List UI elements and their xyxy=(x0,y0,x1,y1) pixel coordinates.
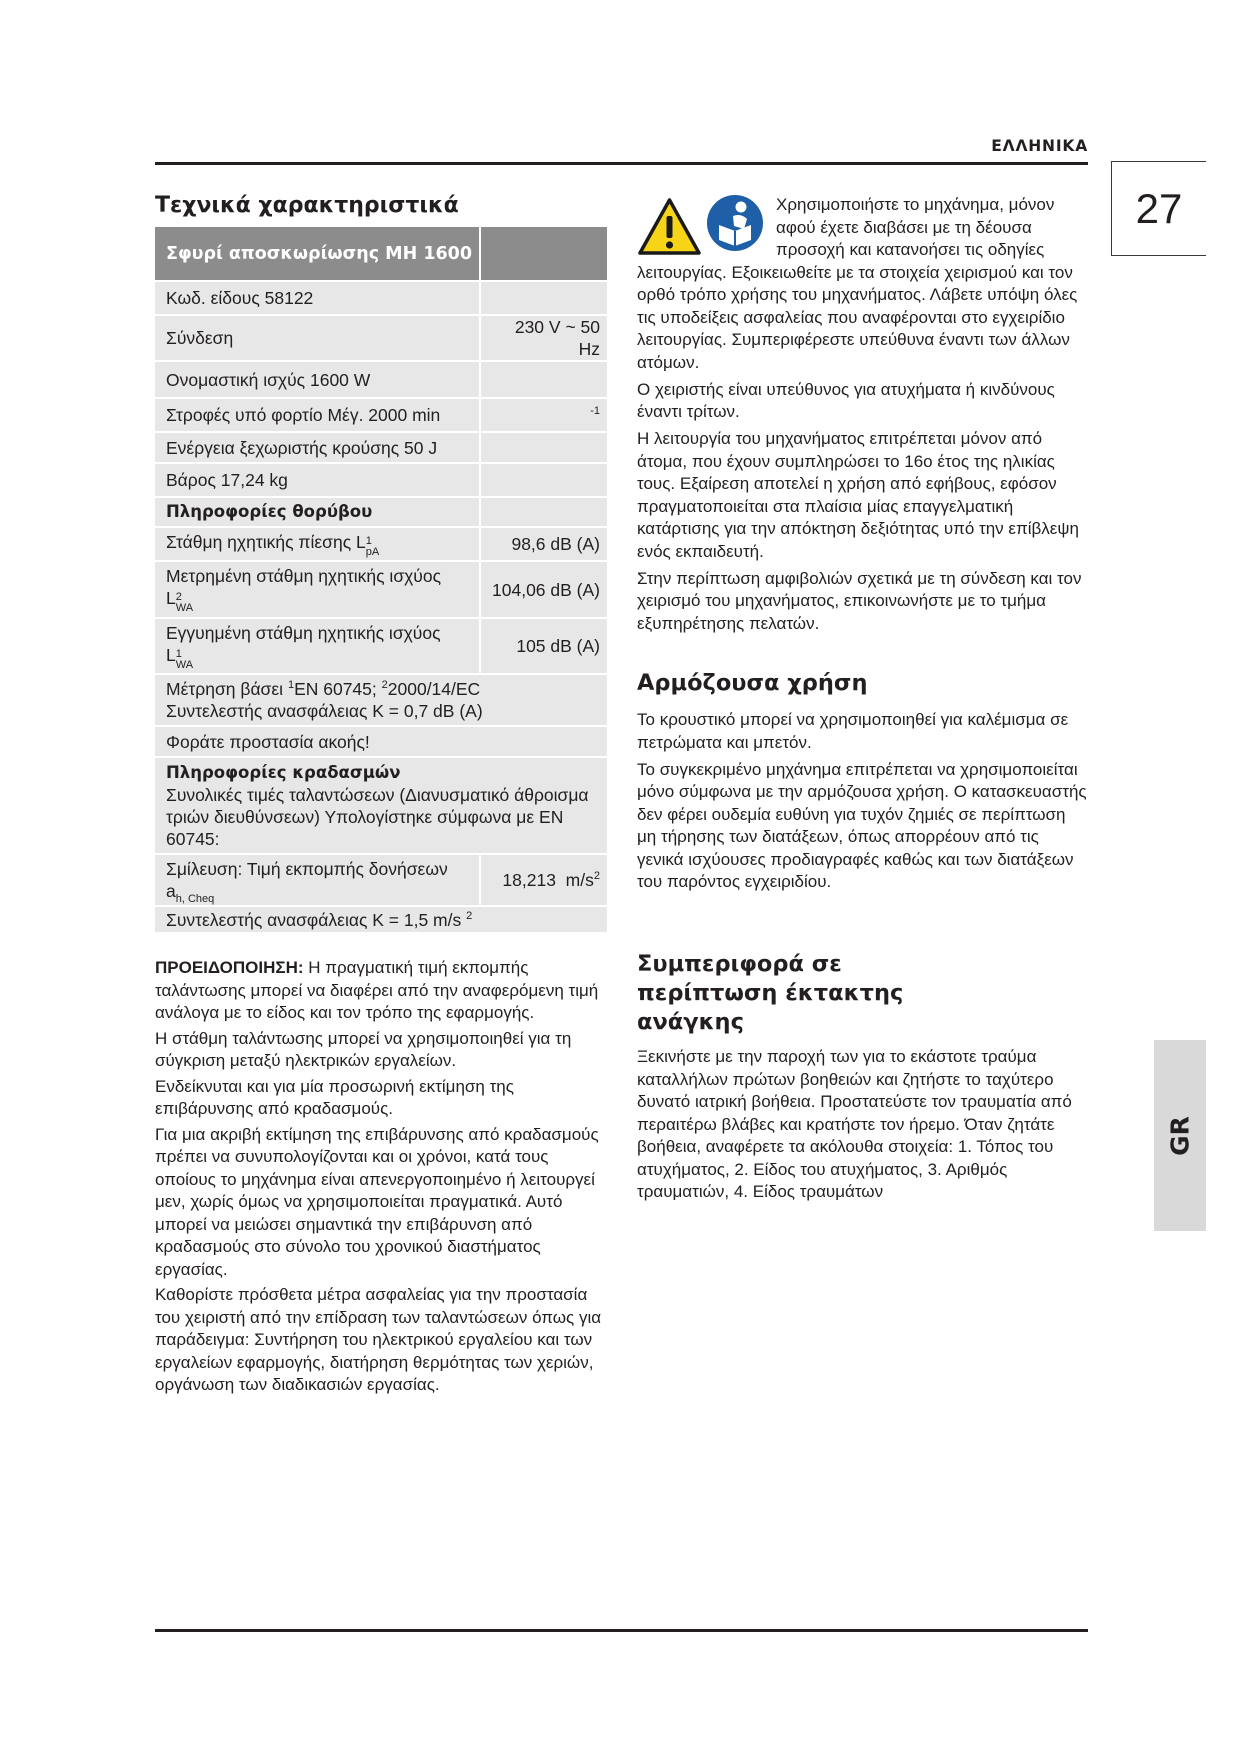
safety-icons xyxy=(637,194,776,260)
connection-value: 230 V ~ 50 Hz xyxy=(480,315,607,361)
table-cell xyxy=(480,463,607,497)
noise-uncertainty: Συντελεστής ανασφάλειας K = 0,7 dB (A) xyxy=(166,701,483,721)
page-number-box xyxy=(1111,161,1206,256)
warning-triangle-icon xyxy=(640,200,699,253)
warning-paragraph: Για μια ακριβή εκτίμηση της επιβάρυνσης από κραδασμούς πρέπει να συνυπολογίζονται και οι χρόνοι, κατά τους οποίους το μηχάνημα είναι απενεργοποιημένο ή λειτουργεί μεν, χωρίς όμως να χρησιμοποιείται πραγματικά. Αυτό μπορεί να μειώσει σημαντικά την επιβάρυνση από κραδασμούς στο σύνολο του χρονικού διαστήματος εργασίας. xyxy=(155,1124,599,1279)
vibration-uncertainty-sup: 2 xyxy=(466,909,473,922)
table-row xyxy=(155,361,607,398)
measurement-sup-2: 2 xyxy=(381,679,388,691)
chiselling-value-cell xyxy=(480,854,607,906)
intended-use-section xyxy=(637,669,1088,898)
table-row xyxy=(155,674,607,726)
table-row xyxy=(155,561,607,618)
guaranteed-power-label-cell xyxy=(155,618,480,674)
warning-label: ΠΡΟΕΙΔΟΠΟΙΗΣΗ: xyxy=(155,958,304,977)
measurement-prefix: Μέτρηση βάσει xyxy=(166,679,284,699)
measured-power-sup: 2 xyxy=(175,591,182,603)
table-row xyxy=(155,906,607,933)
safety-paragraph: Ο χειριστής είναι υπεύθυνος για ατυχήματα ή κινδύνους έναντι τρίτων. xyxy=(637,379,1055,421)
sound-pressure-indices xyxy=(366,536,379,558)
table-row xyxy=(155,527,607,561)
intended-use-heading: Αρμόζουσα χρήση xyxy=(637,670,868,696)
country-tab xyxy=(1154,1040,1206,1231)
speed-unit-exponent: -1 xyxy=(590,404,600,417)
sound-pressure-label: Στάθμη ηχητικής πίεσης xyxy=(166,531,352,552)
noise-heading: Πληροφορίες θορύβου xyxy=(155,497,480,527)
vibration-intro: Συνολικές τιμές ταλαντώσεων (Διανυσματικό άθροισμα τριών διευθύνσεων) Υπολογίστηκε σύμφωνα με EN 60745: xyxy=(166,784,589,849)
sound-pressure-symbol: L xyxy=(356,531,366,552)
table-row xyxy=(155,432,607,463)
measured-power-label-cell xyxy=(155,561,480,618)
language-label: ΕΛΛΗΝΙΚΑ xyxy=(991,137,1088,155)
measured-power-sub: WA xyxy=(175,602,194,614)
intended-use-paragraph: Το συγκεκριμένο μηχάνημα επιτρέπεται να χρησιμοποιείται μόνο σύμφωνα με την αρμόζουσα χρήση. Ο κατασκευαστής δεν φέρει ουδεμία ευθύνη για τυχόν ζημιές σε περίπτωση μη τήρησης των διατάξεων, όπως απορρέουν από τις γενικά ισχύουσες προδιαγραφές καθώς και των διατάξεων του παρόντος εγχειριδίου. xyxy=(637,759,1087,891)
guaranteed-power-sub: WA xyxy=(175,658,194,671)
table-row xyxy=(155,618,607,674)
table-row xyxy=(155,398,607,432)
warning-paragraph xyxy=(155,957,607,1025)
emergency-section xyxy=(637,950,1088,1208)
chiselling-unit-sup: 2 xyxy=(593,870,600,882)
table-row xyxy=(155,497,607,527)
impact-energy: Ενέργεια ξεχωριστής κρούσης 50 J xyxy=(155,432,480,463)
emergency-heading: Συμπεριφορά σε περίπτωση έκτακτης ανάγκης xyxy=(637,951,904,1035)
table-cell xyxy=(480,432,607,463)
measured-power-indices xyxy=(176,592,193,614)
table-row xyxy=(155,315,607,361)
sound-pressure-sub: pA xyxy=(365,545,380,558)
bottom-rule xyxy=(155,1629,1088,1632)
table-row xyxy=(155,281,607,315)
specs-title: Τεχνικά χαρακτηριστικά xyxy=(155,193,459,218)
table-row xyxy=(155,757,607,854)
table-cell xyxy=(480,497,607,527)
guaranteed-power-sup: 1 xyxy=(175,647,182,660)
vibration-uncertainty-cell xyxy=(155,906,607,933)
measurement-standard-2: 2000/14/EC xyxy=(387,679,481,699)
weight: Βάρος 17,24 kg xyxy=(155,463,480,497)
chiselling-symbol: a xyxy=(166,881,176,901)
warning-paragraph: Η στάθμη ταλάντωσης μπορεί να χρησιμοποιηθεί για τη σύγκριση μεταξύ ηλεκτρικών εργαλείων. xyxy=(155,1028,572,1070)
top-rule xyxy=(155,162,1088,165)
vibration-warning xyxy=(155,957,607,1400)
measured-power-value: 104,06 dB (A) xyxy=(480,561,607,618)
read-manual-icon xyxy=(707,195,763,251)
guaranteed-power-symbol: L xyxy=(166,644,176,665)
measured-power-label: Μετρημένη στάθμη ηχητικής ισχύος xyxy=(166,566,442,586)
speed-label: Στροφές υπό φορτίο Μέγ. 2000 min xyxy=(155,398,480,432)
table-row xyxy=(155,463,607,497)
specs-table xyxy=(155,227,607,934)
vibration-uncertainty: Συντελεστής ανασφάλειας K = 1,5 m/s xyxy=(166,909,462,930)
table-title: Σφυρί αποσκωρίωσης MH 1600 xyxy=(155,227,480,281)
guaranteed-power-indices xyxy=(176,649,193,671)
table-row xyxy=(155,854,607,906)
rated-power: Ονομαστική ισχύς 1600 W xyxy=(155,361,480,398)
warning-text: Η πραγματική τιμή εκπομπής ταλάντωσης μπορεί να διαφέρει από την αναφερόμενη τιμή ανάλογα με το είδος και τον τρόπο της εφαρμογής. xyxy=(155,958,599,1022)
country-code: GR xyxy=(1165,1115,1195,1156)
chiselling-value: 18,213 xyxy=(502,870,556,890)
safety-paragraph: Η λειτουργία του μηχανήματος επιτρέπεται μόνον από άτομα, που έχουν συμπληρώσει το 16ο έτος της ηλικίας τους. Εξαίρεση αποτελεί η χρήση από εφήβους, εφόσον πραγματοποιείται στα πλαίσια μίας επαγγελματική κατάρτισης για την απόκτηση δεξιότητας υπό την επίβλεψη ενός εκπαιδευτή. xyxy=(637,429,1079,561)
table-row xyxy=(155,726,607,757)
sound-pressure-sup: 1 xyxy=(365,534,372,547)
chiselling-sub: h, Cheq xyxy=(175,893,215,905)
sound-pressure-value: 98,6 dB (A) xyxy=(480,527,607,561)
safety-paragraph: Στην περίπτωση αμφιβολιών σχετικά με τη σύνδεση και τον χειρισμό του μηχανήματος, επικοινωνήστε με το τμήμα εξυπηρέτησης πελατών. xyxy=(637,568,1082,633)
guaranteed-power-value: 105 dB (A) xyxy=(480,618,607,674)
chiselling-label-cell xyxy=(155,854,480,906)
chiselling-label: Σμίλευση: Τιμή εκπομπής δονήσεων xyxy=(166,859,448,879)
table-cell xyxy=(480,361,607,398)
vibration-heading: Πληροφορίες κραδασμών xyxy=(166,762,401,782)
warning-paragraph: Ενδείκνυται και για μία προσωρινή εκτίμηση της επιβάρυνσης από κραδασμούς. xyxy=(155,1076,514,1118)
measurement-cell xyxy=(155,674,607,726)
safety-icons-graphic xyxy=(637,194,767,258)
page-number: 27 xyxy=(1135,184,1183,232)
table-cell xyxy=(480,281,607,315)
chiselling-unit: m/s xyxy=(565,870,594,890)
emergency-paragraph: Ξεκινήστε με την παροχή των για το εκάστοτε τραύμα καταλλήλων πρώτων βοηθειών και ζητήστε το ταχύτερο δυνατό ιατρική βοήθεια. Προστατεύστε τον τραυματία από περαιτέρω βλάβες και κρατήστε τον ήρεμο. Όταν ζητάτε βοήθεια, αναφέρετε τα ακόλουθα στοιχεία: 1. Τόπος του ατυχήματος, 2. Είδος του ατυχήματος, 3. Αριθμός τραυματιών, 4. Είδος τραυμάτων xyxy=(637,1047,1072,1201)
safety-section xyxy=(637,194,1088,640)
measurement-sup-1: 1 xyxy=(287,679,295,691)
item-number: Κωδ. είδους 58122 xyxy=(155,281,480,315)
connection-label: Σύνδεση xyxy=(155,315,480,361)
measurement-standard-1: EN 60745; xyxy=(294,679,377,699)
vibration-cell xyxy=(155,757,607,854)
measured-power-symbol: L xyxy=(166,588,176,608)
hearing-protection: Φοράτε προστασία ακοής! xyxy=(155,726,607,757)
speed-cell xyxy=(480,398,607,432)
table-cell xyxy=(480,227,607,281)
guaranteed-power-label: Εγγυημένη στάθμη ηχητικής ισχύος xyxy=(166,622,441,643)
table-row xyxy=(155,227,607,281)
safety-paragraph: Χρησιμοποιήστε το μηχάνημα, μόνον αφού έχετε διαβάσει με τη δέουσα προσοχή και κατανοήσει τις οδηγίες λειτουργίας. Εξοικειωθείτε με τα στοιχεία χειρισμού και τον ορθό τρόπο χρήσης του μηχανήματος. Λάβετε υπόψη όλες τις υποδείξεις ασφαλείας που αναφέρονται στο εγχειρίδιο λειτουργίας. Συμπεριφέρεστε υπεύθυνα έναντι των άλλων ατόμων. xyxy=(637,195,1078,372)
sound-pressure-label-cell xyxy=(155,527,480,561)
intended-use-paragraph: Το κρουστικό μπορεί να χρησιμοποιηθεί για καλέμισμα σε πετρώματα και μπετόν. xyxy=(637,710,1069,752)
warning-paragraph: Καθορίστε πρόσθετα μέτρα ασφαλείας για την προστασία του χειριστή από την επίδραση των ταλαντώσεων όπως για παράδειγμα: Συντήρηση του ηλεκτρικού εργαλείου και των εργαλείων εφαρμογής, διατήρηση θερμότητας των χεριών, οργάνωση των διαδικασιών εργασίας. xyxy=(155,1285,602,1394)
